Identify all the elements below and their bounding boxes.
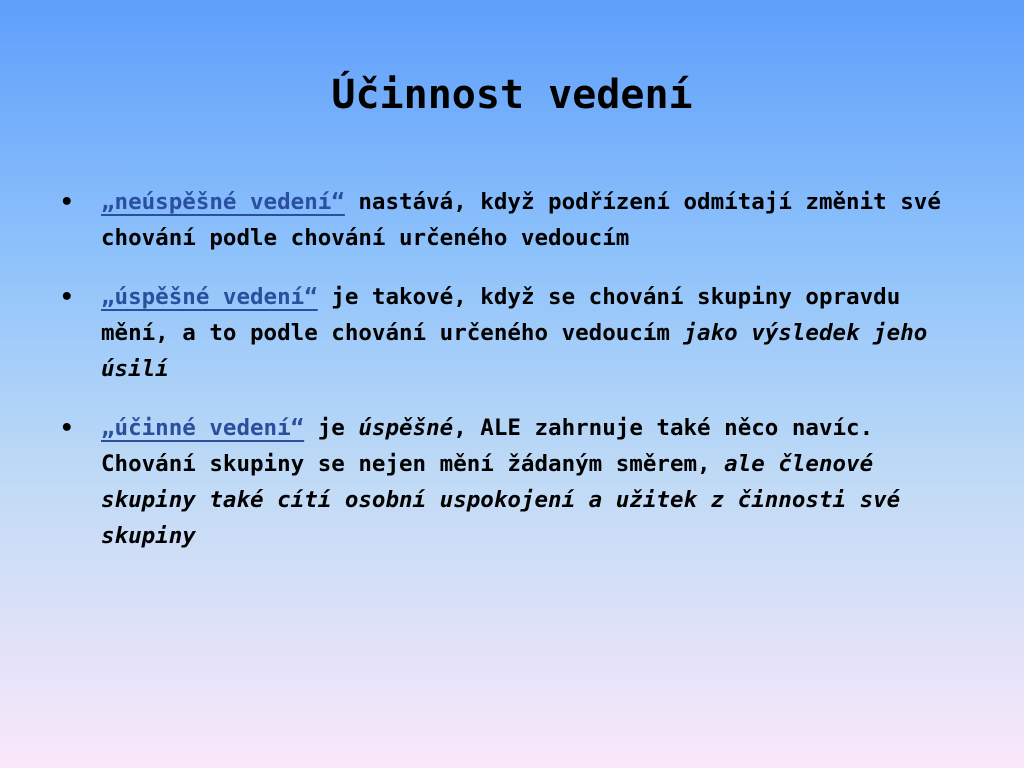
bullet-text: nastává, když podřízení odmítají změnit své chování podle chování určeného vedoucím — [101, 189, 941, 251]
bullet-text: je — [304, 415, 359, 441]
slide-title: Účinnost vedení — [331, 72, 693, 118]
bullet-list — [60, 184, 960, 577]
bullet-item-unsuccessful-leadership — [60, 184, 960, 256]
bullet-italic-text: jako výsledek jeho úsilí — [101, 320, 928, 382]
term-link-unsuccessful-leadership[interactable]: „neúspěšné vedení“ — [101, 189, 345, 215]
bullet-text: , ALE zahrnuje také něco navíc. Chování skupiny se nejen mění žádaným směrem, — [101, 415, 874, 477]
bullet-icon: • — [60, 415, 74, 441]
term-link-successful-leadership[interactable]: „úspěšné vedení“ — [101, 284, 318, 310]
bullet-item-successful-leadership — [60, 279, 960, 387]
bullet-italic-text: úspěšné — [358, 415, 454, 441]
bullet-icon: • — [60, 189, 74, 215]
bullet-icon: • — [60, 284, 74, 310]
bullet-item-effective-leadership — [60, 410, 960, 554]
term-link-effective-leadership[interactable]: „účinné vedení“ — [101, 415, 305, 441]
bullet-text: je takové, když se chování skupiny opravdu mění, a to podle chování určeného vedoucím — [101, 284, 901, 346]
bullet-italic-text: ale členové skupiny také cítí osobní uspokojení a užitek z činnosti své skupiny — [101, 451, 901, 549]
